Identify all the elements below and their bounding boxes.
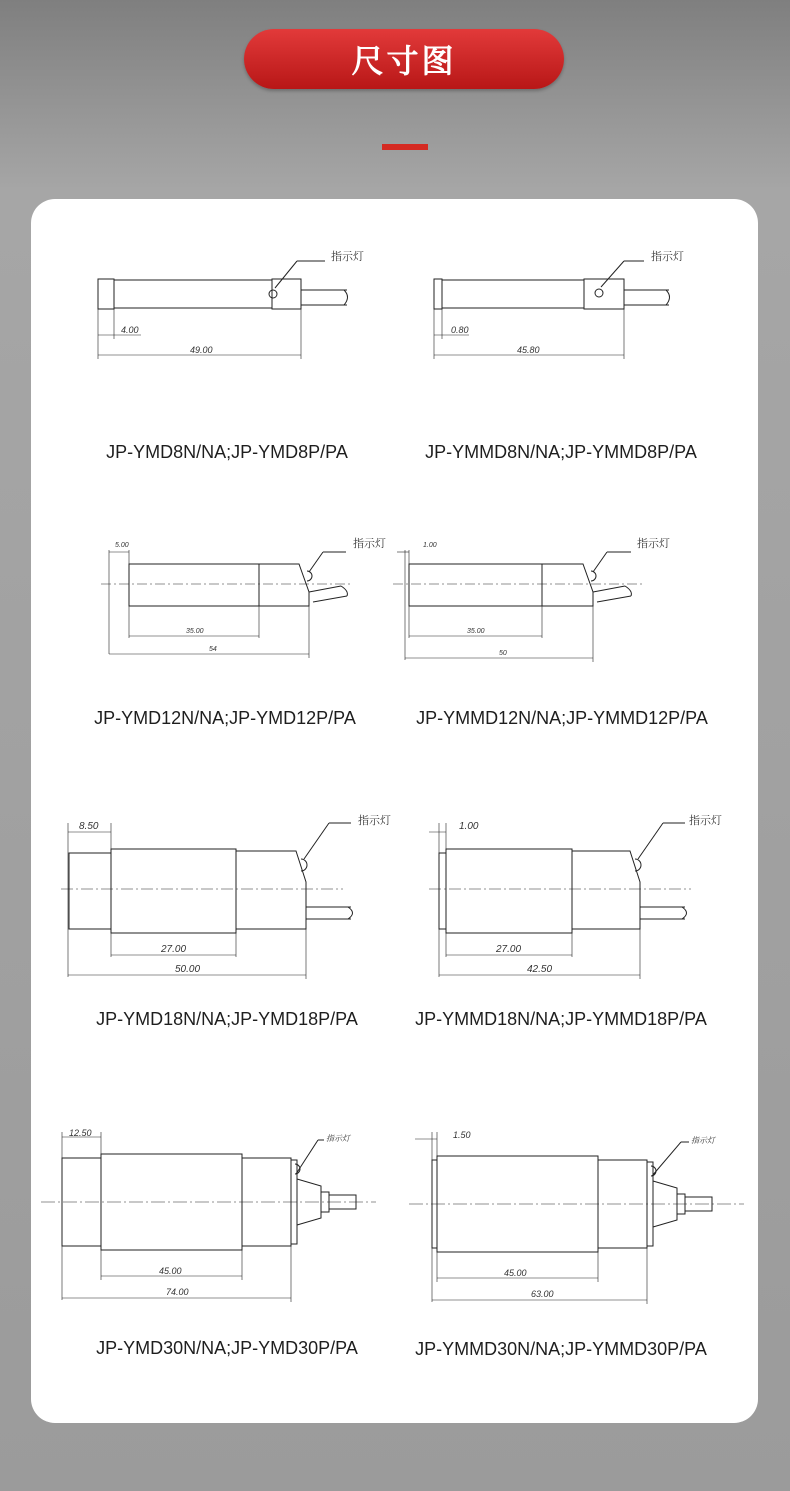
drawing-ymd12	[101, 534, 386, 664]
dim-total-label: 50.00	[175, 964, 201, 975]
model-label: JP-YMMD8N/NA;JP-YMMD8P/PA	[425, 442, 697, 462]
dim-total-label: 63.00	[531, 1289, 554, 1299]
dim-small-label: 0.80	[451, 325, 469, 335]
drawing-ymd8	[93, 247, 363, 362]
model-label: JP-YMD8N/NA;JP-YMD8P/PA	[106, 442, 348, 462]
section-title: 尺寸图	[244, 29, 564, 89]
dim-total-label: 54	[209, 646, 217, 653]
model-label: JP-YMD12N/NA;JP-YMD12P/PA	[94, 708, 356, 728]
indicator-label: 指示灯	[353, 537, 386, 550]
indicator-label: 指示灯	[637, 537, 670, 550]
dim-small-label: 1.00	[459, 821, 479, 832]
indicator-label: 指示灯	[358, 814, 391, 827]
indicator-label: 指示灯	[651, 250, 684, 263]
drawing-ymd30	[41, 1124, 381, 1304]
dimension-card	[31, 199, 758, 1423]
indicator-label: 指示灯	[691, 1136, 715, 1145]
indicator-label: 指示灯	[689, 814, 722, 827]
dim-total-label: 50	[499, 650, 507, 657]
dim-thread-label: 27.00	[161, 944, 187, 955]
dim-small-label: 1.50	[453, 1130, 471, 1140]
model-label: JP-YMMD12N/NA;JP-YMMD12P/PA	[416, 708, 708, 728]
dim-small-label: 12.50	[69, 1128, 92, 1138]
drawing-ymd18	[61, 807, 391, 982]
dim-total-label: 42.50	[527, 964, 553, 975]
dim-small-label: 8.50	[79, 821, 99, 832]
model-label: JP-YMD30N/NA;JP-YMD30P/PA	[96, 1338, 358, 1358]
dim-total-label: 74.00	[166, 1287, 189, 1297]
drawing-ymmd18	[429, 807, 729, 982]
indicator-label: 指示灯	[331, 250, 364, 263]
dim-total-label: 49.00	[190, 345, 213, 355]
dim-total-label: 45.80	[517, 345, 540, 355]
dim-small-label: 1.00	[423, 542, 437, 549]
model-label: JP-YMD18N/NA;JP-YMD18P/PA	[96, 1009, 358, 1029]
dim-thread-label: 45.00	[504, 1268, 527, 1278]
dim-thread-label: 27.00	[496, 944, 522, 955]
title-accent-bar	[382, 144, 428, 150]
dim-thread-label: 45.00	[159, 1266, 182, 1276]
dim-small-label: 4.00	[121, 325, 139, 335]
indicator-label: 指示灯	[326, 1134, 350, 1143]
drawing-ymmd12	[393, 534, 673, 664]
model-label: JP-YMMD18N/NA;JP-YMMD18P/PA	[415, 1009, 707, 1029]
drawing-ymmd8	[429, 247, 699, 362]
dim-thread-label: 35.00	[467, 628, 485, 635]
model-label: JP-YMMD30N/NA;JP-YMMD30P/PA	[415, 1339, 707, 1359]
dim-thread-label: 35.00	[186, 628, 204, 635]
drawing-ymmd30	[409, 1124, 749, 1309]
dim-small-label: 5.00	[115, 542, 129, 549]
